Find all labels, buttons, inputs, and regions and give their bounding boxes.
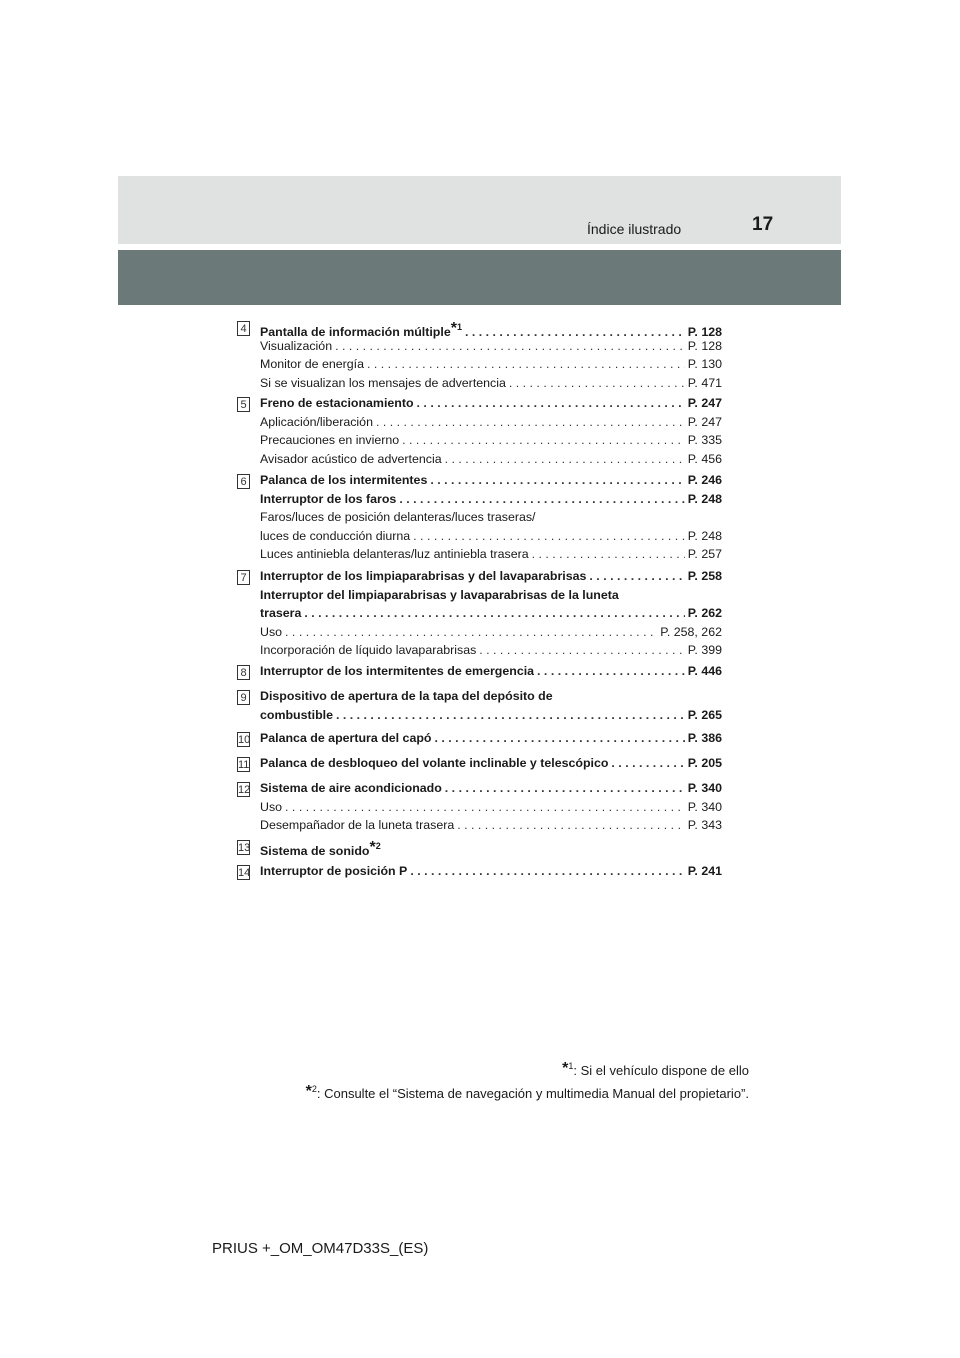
item-number-badge: 14 (238, 867, 251, 879)
entry-text: Interruptor de los intermitentes de emergencia (260, 664, 535, 678)
page-reference: P. 399 (687, 643, 722, 658)
page-reference: P. 265 (687, 707, 722, 722)
index-entry-heading (260, 569, 722, 587)
item-number-badge: 13 (238, 842, 251, 854)
entry-label (260, 415, 373, 429)
leader-dots (445, 781, 685, 795)
entry-text: Palanca de apertura del capó (260, 731, 432, 745)
entry-label (260, 376, 506, 390)
page-reference: P. 343 (687, 818, 722, 833)
entry-text: trasera (260, 606, 302, 621)
document-code: PRIUS +_OM_OM47D33S_(ES) (212, 1240, 429, 1257)
entry-label (260, 547, 529, 561)
header-band (118, 176, 841, 244)
entry-text: Visualización (260, 338, 333, 353)
leader-dots (479, 643, 684, 657)
leader-dots (445, 452, 685, 466)
index-entry-heading (260, 664, 722, 682)
entry-label (260, 396, 414, 410)
index-entry-heading (260, 708, 722, 726)
index-entry-heading (260, 473, 722, 491)
entry-label (260, 708, 333, 722)
page-reference: P. 128 (687, 325, 722, 339)
footnote-reference: *1 (450, 320, 462, 337)
leader-dots (413, 529, 685, 543)
leader-dots (537, 664, 685, 678)
leader-dots (465, 325, 685, 339)
page-reference: P. 248 (687, 528, 722, 543)
item-number-badge: 10 (238, 734, 251, 746)
index-entry-heading (260, 588, 722, 606)
index-entry (260, 800, 722, 818)
section-title: Índice ilustrado (587, 221, 682, 237)
index-entry (260, 415, 722, 433)
index-entry (260, 357, 722, 375)
page-reference: P. 248 (687, 491, 722, 506)
entry-text: Desempañador de la luneta trasera (260, 818, 455, 833)
leader-dots (532, 547, 685, 561)
page-reference: P. 247 (687, 414, 722, 429)
leader-dots (457, 818, 685, 832)
entry-text: Aplicación/liberación (260, 414, 373, 429)
entry-text: Pantalla de información múltiple (260, 325, 451, 339)
entry-label (260, 569, 586, 583)
index-entry-heading (260, 606, 722, 624)
item-number-badge: 8 (237, 665, 250, 680)
page-reference: P. 446 (687, 664, 722, 678)
index-entry (260, 376, 722, 394)
leader-dots (509, 376, 685, 390)
leader-dots (589, 569, 684, 583)
entry-text: Freno de estacionamiento (260, 396, 414, 410)
index-entry (260, 339, 722, 357)
entry-label (260, 839, 722, 858)
index-entry-heading (260, 320, 722, 338)
page-reference: P. 262 (687, 606, 722, 621)
footnote-reference: *2 (369, 839, 381, 856)
index-entry (260, 625, 722, 643)
leader-dots (434, 731, 684, 745)
entry-text: luces de conducción diurna (260, 528, 411, 543)
index-entry-heading (260, 731, 722, 749)
entry-text: Faros/luces de posición delanteras/luces traseras/ (260, 510, 536, 525)
leader-dots (430, 473, 684, 487)
leader-dots (367, 357, 685, 371)
entry-text: Interruptor del limpiaparabrisas y lavaparabrisas de la luneta (260, 587, 619, 602)
page-reference: P. 258, 262 (660, 624, 722, 639)
leader-dots (336, 708, 685, 722)
entry-label (260, 357, 364, 371)
item-number-badge: 12 (238, 784, 251, 796)
entry-label (260, 818, 454, 832)
entry-label (260, 473, 427, 487)
page-number: 17 (752, 214, 774, 235)
entry-text: Precauciones en invierno (260, 433, 400, 448)
entry-text: Avisador acústico de advertencia (260, 451, 442, 466)
entry-text: Incorporación de líquido lavaparabrisas (260, 643, 477, 658)
page-reference: P. 335 (687, 433, 722, 448)
item-number-badge: 7 (237, 570, 250, 585)
page-reference: P. 340 (687, 799, 722, 814)
page-reference: P. 241 (687, 864, 722, 878)
footnote-1: *$^1$: Si el vehículo dispone de ello (562, 1060, 749, 1078)
index-entry-heading (260, 492, 722, 510)
page-reference: P. 386 (687, 731, 722, 745)
entry-text: Uso (260, 799, 283, 814)
entry-text: Uso (260, 624, 283, 639)
index-entry-heading (260, 781, 722, 799)
leader-dots (304, 606, 684, 620)
entry-label (260, 664, 534, 678)
page-reference: P. 130 (687, 357, 722, 372)
leader-dots (417, 396, 685, 410)
entry-text: Sistema de aire acondicionado (260, 781, 442, 795)
index-entry-heading (260, 396, 722, 414)
index-entry-heading (260, 689, 722, 707)
item-number-badge: 11 (238, 759, 250, 771)
item-number-badge: 5 (237, 397, 250, 412)
entry-label (260, 320, 462, 339)
page-reference: P. 340 (687, 781, 722, 795)
entry-label (260, 800, 282, 814)
leader-dots (402, 433, 685, 447)
entry-text: Dispositivo de apertura de la tapa del depósito de (260, 689, 553, 703)
entry-text: Si se visualizan los mensajes de advertencia (260, 375, 506, 390)
entry-label (260, 781, 442, 795)
entry-text: Palanca de desbloqueo del volante inclinable y telescópico (260, 756, 609, 770)
index-entry (260, 433, 722, 451)
leader-dots (335, 339, 685, 353)
page-reference: P. 257 (687, 547, 722, 562)
index-entry-heading (260, 864, 722, 882)
leader-dots (285, 800, 685, 814)
entry-label (260, 452, 442, 466)
item-number-badge: 9 (237, 690, 250, 705)
entry-text: Monitor de energía (260, 357, 365, 372)
item-number-badge: 6 (237, 474, 250, 489)
entry-label (260, 433, 399, 447)
page-reference: P. 258 (687, 569, 722, 583)
footnote-2: *$^2$: Consulte el “Sistema de navegación y multimedia Manual del propietario”. (305, 1083, 749, 1101)
entry-text: Interruptor de los faros (260, 491, 397, 506)
entry-label (260, 689, 722, 703)
entry-label (260, 529, 410, 543)
page-reference: P. 471 (687, 375, 722, 390)
leader-dots (285, 625, 657, 639)
leader-dots (611, 756, 684, 770)
entry-label (260, 492, 396, 506)
entry-label (260, 588, 722, 602)
leader-dots (376, 415, 685, 429)
entry-text: Luces antiniebla delanteras/luz antiniebla trasera (260, 547, 529, 562)
leader-dots (399, 492, 684, 506)
index-entry-heading (260, 839, 722, 857)
entry-text: combustible (260, 707, 333, 722)
index-entry (260, 547, 722, 565)
item-number-badge: 4 (237, 321, 250, 336)
page-reference: P. 246 (687, 473, 722, 487)
index-entry (260, 510, 722, 528)
entry-text: Interruptor de posición P (260, 864, 408, 878)
entry-label (260, 339, 332, 353)
entry-text: Sistema de sonido (260, 844, 370, 858)
entry-label (260, 625, 282, 639)
page-reference: P. 205 (687, 756, 722, 770)
index-entry-heading (260, 756, 722, 774)
entry-label (260, 606, 301, 620)
entry-label (260, 731, 431, 745)
page-reference: P. 247 (687, 396, 722, 410)
leader-dots (410, 864, 684, 878)
index-entry (260, 818, 722, 836)
index-entry (260, 643, 722, 661)
entry-label (260, 643, 476, 657)
entry-text: Palanca de los intermitentes (260, 473, 428, 487)
header-dark-band (118, 250, 841, 305)
entry-label (260, 864, 407, 878)
entry-label (260, 756, 608, 770)
page-reference: P. 128 (687, 338, 722, 353)
index-entry (260, 452, 722, 470)
index-entry (260, 529, 722, 547)
entry-label (260, 510, 722, 524)
entry-text: Interruptor de los limpiaparabrisas y del lavaparabrisas (260, 569, 587, 583)
page-reference: P. 456 (687, 451, 722, 466)
